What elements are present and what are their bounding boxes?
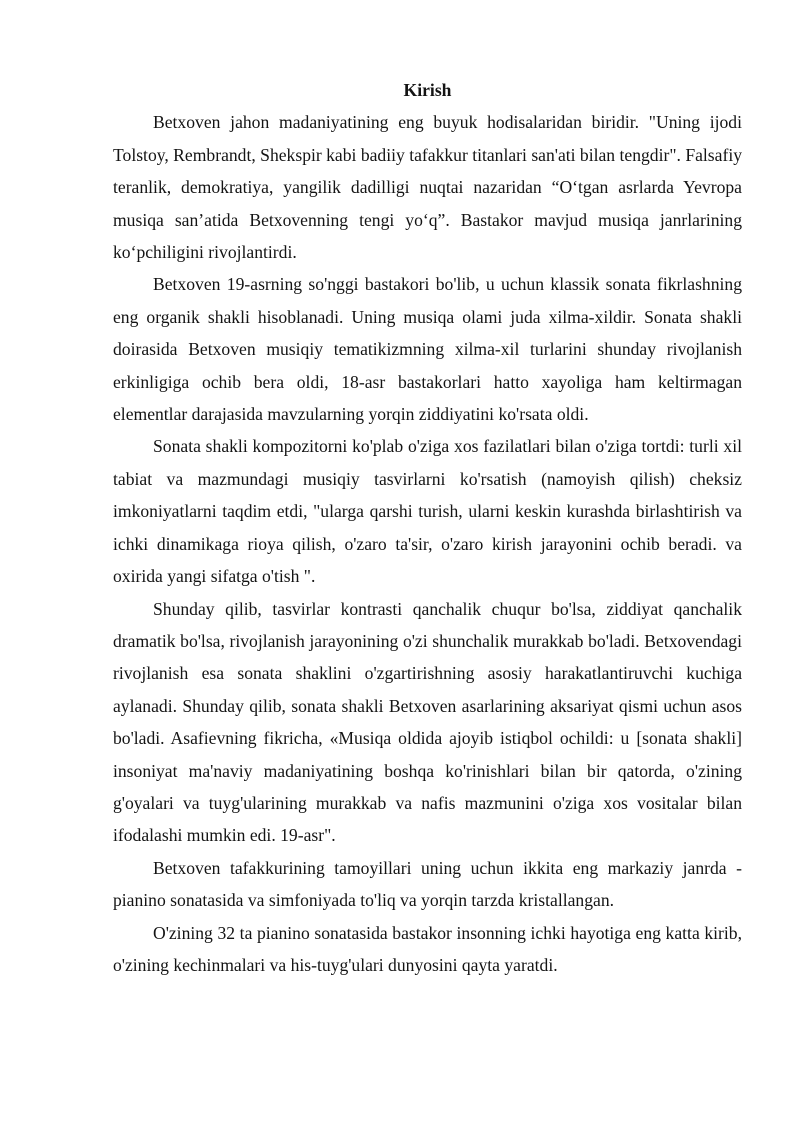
- paragraph-3: Sonata shakli kompozitorni ko'plab o'ziga xos fazilatlari bilan o'ziga tortdi: turli xil tabiat va mazmundagi musiqiy tasvirlarni ko'rsatish (namoyish qilish) cheksiz imkoniyatlarni taqdim etdi, "ularga qarshi turish, ularni keskin kurashda birlashtirish va ichki dinamikaga rioya qilish, o'zaro ta'sir, o'zaro kirish jarayonini ochib beradi. va oxirida yangi sifatga o'tish ".: [113, 436, 742, 587]
- document-body: [113, 74, 742, 981]
- paragraph-6: O'zining 32 ta pianino sonatasida bastakor insonning ichki hayotiga eng katta kirib, o'zining kechinmalari va his-tuyg'ulari dunyosini qayta yaratdi.: [113, 922, 742, 975]
- paragraph-2: Betxoven 19-asrning so'nggi bastakori bo'lib, u uchun klassik sonata fikrlashning eng organik shakli hisoblanadi. Uning musiqa olami juda xilma-xildir. Sonata shakli doirasida Betxoven musiqiy tematikizmning xilma-xil turlarini shunday rivojlanish erkinligiga ochib bera oldi, 18-asr bastakorlari hatto xayoliga ham keltirmagan elementlar darajasida mavzularning yorqin ziddiyatini ko'rsata oldi.: [113, 274, 742, 425]
- paragraph-5: Betxoven tafakkurining tamoyillari uning uchun ikkita eng markaziy janrda - pianino sonatasida va simfoniyada to'liq va yorqin tarzda kristallangan.: [113, 857, 742, 911]
- paragraph-1: Betxoven jahon madaniyatining eng buyuk hodisalaridan biridir. "Uning ijodi Tolstoy, Rembrandt, Shekspir kabi badiiy tafakkur titanlari san'ati bilan tengdir". Falsafiy teranlik, demokratiya, yangilik dadilligi nuqtai nazaridan “O‘tgan asrlarda Yevropa musiqa san’atida Betxovenning tengi yo‘q”. Bastakor mavjud musiqa janrlarining ko‘pchiligini rivojlantirdi.: [113, 112, 743, 263]
- paragraph-4: Shunday qilib, tasvirlar kontrasti qanchalik chuqur bo'lsa, ziddiyat qanchalik dramatik bo'lsa, rivojlanish jarayonining o'zi shunchalik murakkab bo'ladi. Betxovendagi rivojlanish esa sonata shaklini o'zgartirishning asosiy harakatlantiruvchi kuchiga aylanadi. Shunday qilib, sonata shakli Betxoven asarlarining aksariyat qismi uchun asos bo'ladi. Asafievning fikricha, «Musiqa oldida ajoyib istiqbol ochildi: u [sonata shakli] insoniyat ma'naviy madaniyatining boshqa ko'rinishlari bilan bir qatorda, o'zining g'oyalari va tuyg'ularining murakkab va nafis mazmunini o'ziga xos vositalar bilan ifodalashi mumkin edi. 19-asr".: [113, 598, 742, 846]
- page-title: Kirish: [403, 80, 452, 100]
